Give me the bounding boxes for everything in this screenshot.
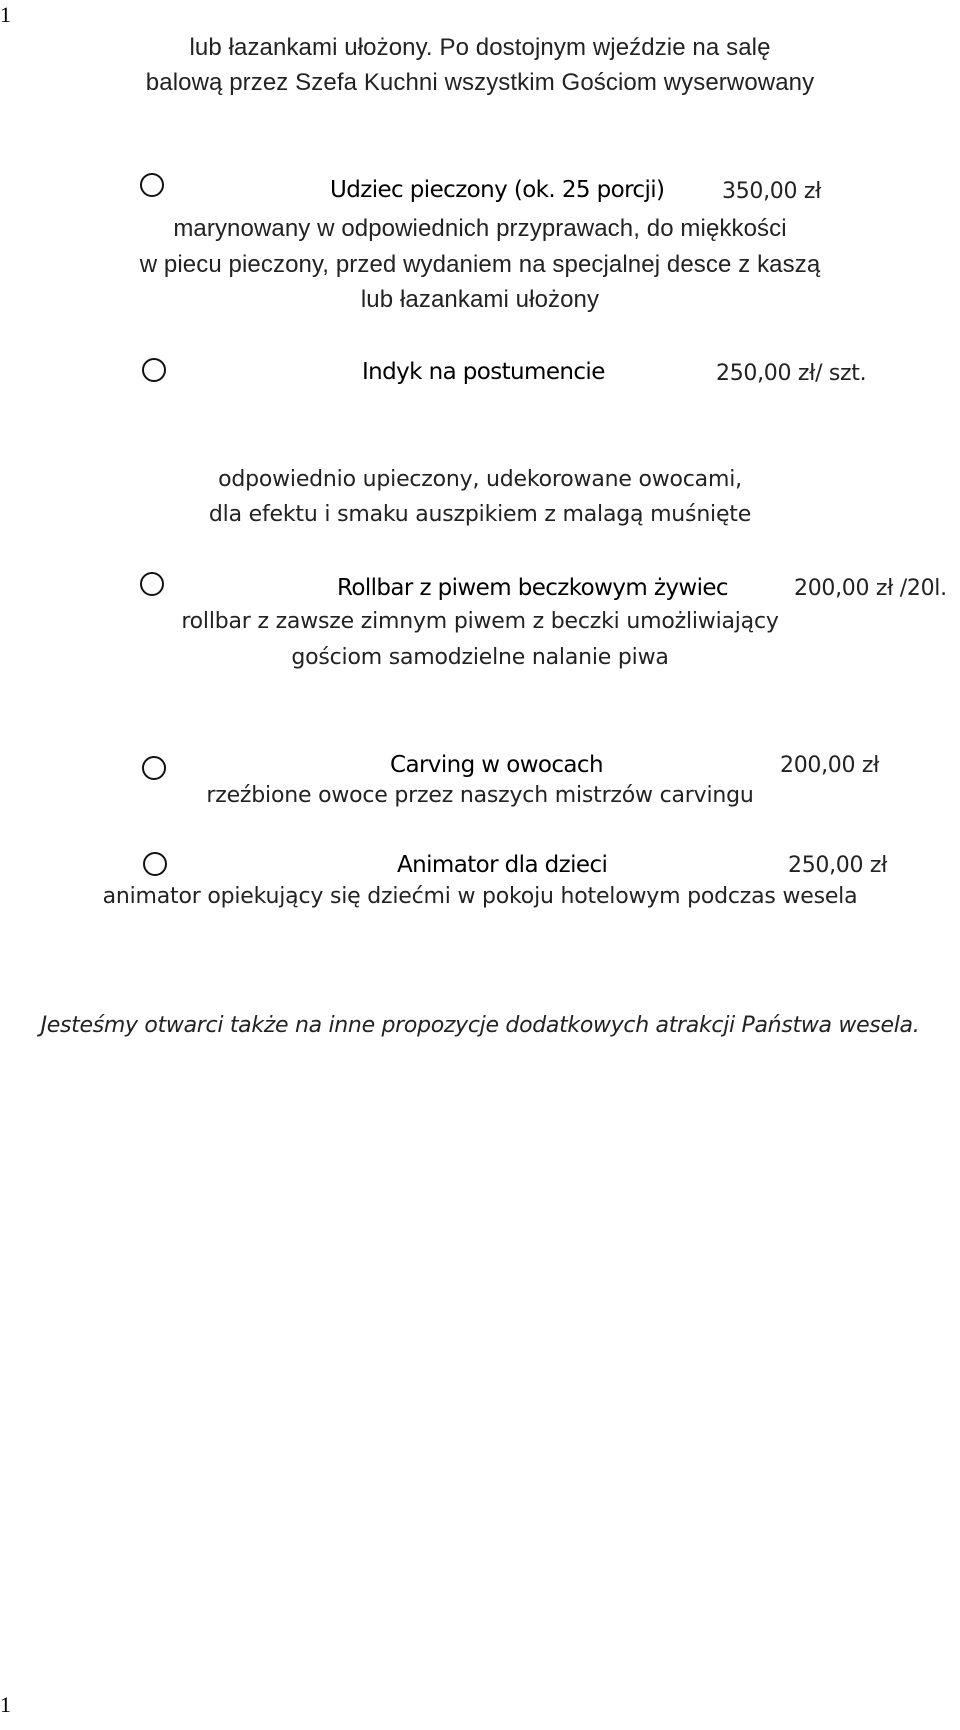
item-name: Udziec pieczony (ok. 25 porcji) xyxy=(330,177,665,203)
item-price: 350,00 zł xyxy=(722,179,822,204)
item-name: Rollbar z piwem beczkowym żywiec xyxy=(337,575,728,601)
item-description-line: w piecu pieczony, przed wydaniem na specjalnej desce z kaszą xyxy=(139,251,821,278)
item-description-line: odpowiednio upieczony, udekorowane owocami, xyxy=(218,467,742,492)
footer-note: Jesteśmy otwarci także na inne propozycje dodatkowych atrakcji Państwa wesela. xyxy=(40,1013,920,1038)
item-name: Animator dla dzieci xyxy=(397,852,608,878)
item-price: 200,00 zł xyxy=(780,753,880,778)
menu-item-row xyxy=(0,358,960,398)
item-price: 200,00 zł /20l. xyxy=(794,576,947,601)
item-description-line: rzeźbione owoce przez naszych mistrzów carvingu xyxy=(206,783,754,808)
checkbox-circle-icon[interactable] xyxy=(142,358,166,382)
checkbox-circle-icon[interactable] xyxy=(140,572,164,596)
item-description-line: rollbar z zawsze zimnym piwem z beczki umożliwiający xyxy=(181,609,779,634)
item-description-line: dla efektu i smaku auszpikiem z malagą muśnięte xyxy=(208,502,752,527)
checkbox-circle-icon[interactable] xyxy=(143,852,167,876)
intro-line: balową przez Szefa Kuchni wszystkim Gościom wyserwowany xyxy=(145,69,815,96)
menu-item-row xyxy=(0,572,960,612)
item-description-line: marynowany w odpowiednich przyprawach, do miękkości xyxy=(173,215,787,242)
menu-item-row xyxy=(0,173,960,213)
item-description-line: gościom samodzielne nalanie piwa xyxy=(291,645,669,670)
item-price: 250,00 zł xyxy=(788,853,888,878)
item-name: Carving w owocach xyxy=(390,752,603,778)
checkbox-circle-icon[interactable] xyxy=(140,173,164,197)
page-number-top: 1 xyxy=(0,2,11,27)
intro-line: lub łazankami ułożony. Po dostojnym wjeździe na salę xyxy=(189,34,771,61)
checkbox-circle-icon[interactable] xyxy=(142,756,166,780)
item-name: Indyk na postumencie xyxy=(362,359,605,385)
item-price: 250,00 zł/ szt. xyxy=(716,361,867,386)
item-description-line: animator opiekujący się dziećmi w pokoju hotelowym podczas wesela xyxy=(102,884,858,909)
page-number-bottom: 1 xyxy=(0,1692,11,1717)
item-description-line: lub łazankami ułożony xyxy=(360,286,600,313)
